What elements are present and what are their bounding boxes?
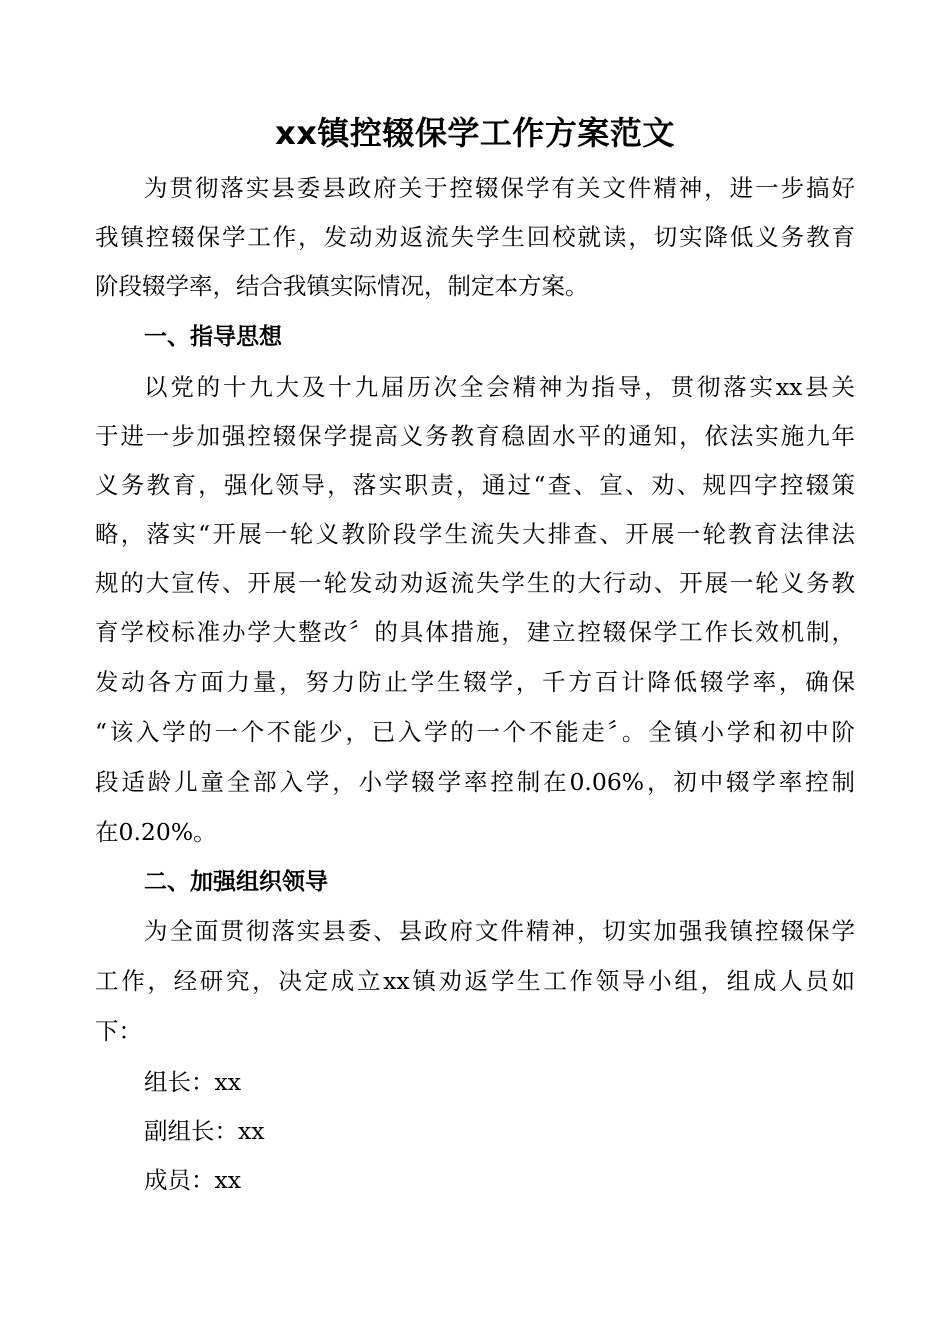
member-members: 成员：xx xyxy=(144,1166,242,1194)
paragraph-line: 为全面贯彻落实县委、县政府文件精神，切实加强我镇控辍保学 xyxy=(144,917,855,945)
document-title: xx镇控辍保学工作方案范文 xyxy=(275,114,675,152)
section-heading-organization-leadership: 二、加强组织领导 xyxy=(144,869,328,895)
paragraph-line: 段适龄儿童全部入学，小学辍学率控制在0.06%，初中辍学率控制 xyxy=(95,768,855,796)
member-deputy-leader: 副组长：xx xyxy=(144,1117,265,1145)
paragraph-line: 于进一步加强控辍保学提高义务教育稳固水平的通知，依法实施九年 xyxy=(95,422,855,450)
paragraph-line: 下： xyxy=(95,1017,142,1045)
paragraph-line: 规的大宣传、开展一轮发动劝返流失学生的大行动、开展一轮义务教 xyxy=(95,569,855,597)
paragraph-line: 以党的十九大及十九届历次全会精神为指导，贯彻落实xx县关 xyxy=(144,373,855,401)
paragraph-line: “该入学的一个不能少，已入学的一个不能走〞。全镇小学和初中阶 xyxy=(95,718,855,746)
paragraph-line: 在0.20%。 xyxy=(95,818,217,846)
paragraph-line: 义务教育，强化领导，落实职责，通过“查、宣、劝、规四字控辍策 xyxy=(95,471,855,499)
paragraph-line: 发动各方面力量，努力防止学生辍学，千方百计降低辍学率，确保 xyxy=(95,668,855,696)
intro-line: 阶段辍学率，结合我镇实际情况，制定本方案。 xyxy=(95,272,589,300)
member-group-leader: 组长：xx xyxy=(144,1068,242,1096)
paragraph-line: 工作，经研究，决定成立xx镇劝返学生工作领导小组，组成人员如 xyxy=(95,967,855,995)
paragraph-line: 略，落实“开展一轮义教阶段学生流失大排查、开展一轮教育法律法 xyxy=(95,520,855,548)
paragraph-line: 育学校标准办学大整改〞的具体措施，建立控辍保学工作长效机制， xyxy=(95,618,855,646)
intro-line: 我镇控辍保学工作，发动劝返流失学生回校就读，切实降低义务教育 xyxy=(95,223,855,251)
intro-line: 为贯彻落实县委县政府关于控辍保学有关文件精神，进一步搞好 xyxy=(144,174,855,202)
section-heading-guiding-ideology: 一、指导思想 xyxy=(144,324,282,350)
